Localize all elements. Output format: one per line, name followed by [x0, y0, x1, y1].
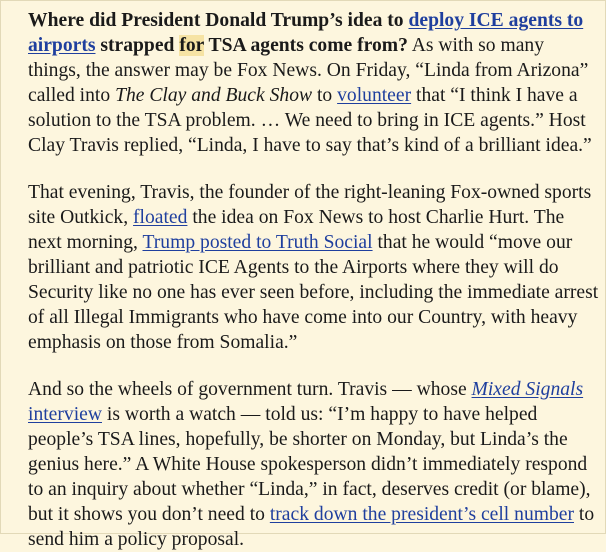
paragraph-1-text-2: to [312, 85, 338, 106]
deploy-ice-agents-link[interactable]: deploy ICE agents to airports [28, 10, 584, 56]
paragraph-1 [28, 8, 600, 158]
paragraph-1-text-1: As with so many things, the answer may be Fox News. On Friday, “Linda from Arizona” called into [28, 35, 589, 106]
lead-text-c: TSA agents come from? [204, 35, 408, 56]
truth-social-post-link[interactable]: Trump posted to Truth Social [142, 232, 373, 253]
track-cell-number-link[interactable]: track down the president’s cell number [269, 504, 574, 525]
article-body [28, 8, 600, 552]
paragraph-3 [28, 377, 600, 552]
volunteer-link[interactable]: volunteer [337, 85, 412, 106]
show-title: The Clay and Buck Show [115, 85, 313, 106]
paragraph-2-text-3: that he would “move our brilliant and patriotic ICE Agents to the Airports where they will do Security like no one has ever seen before, including the immediate arrest of all Illegal Immigrants who have come into our Country, with heavy emphasis on those from Somalia.” [28, 232, 599, 353]
paragraph-3-text-2: is worth a watch — told us: “I’m happy to have helped people’s TSA lines, hopefully, be shorter on Monday, but Linda’s the genius here.” A White House spokesperson didn’t immediately respond to an inquiry about whether “Linda,” in fact, deserves credit (or blame), but it shows you don’t need to [28, 404, 591, 525]
lead-text-a: Where did President Donald Trump’s idea to [28, 10, 409, 31]
mixed-signals-title: Mixed Signals [471, 379, 584, 400]
lead-text-b: strapped [95, 35, 180, 56]
paragraph-2 [28, 180, 600, 355]
paragraph-2-text-1: That evening, Travis, the founder of the right-leaning Fox-owned sports site Outkick, [28, 182, 592, 228]
paragraph-3-text-3: to send him a policy proposal. [28, 504, 595, 550]
interview-word: interview [28, 404, 102, 425]
paragraph-2-text-2: the idea on Fox News to host Charlie Hurt. The next morning, [28, 207, 565, 253]
highlighted-word: for [179, 35, 204, 56]
paragraph-3-text-1: And so the wheels of government turn. Travis — whose [28, 379, 472, 400]
floated-link[interactable]: floated [133, 207, 188, 228]
paragraph-1-text-3: that “I think I have a solution to the TSA problem. … We need to bring in ICE agents.” Host Clay Travis replied, “Linda, I have to say that’s kind of a brilliant idea.” [28, 85, 592, 156]
